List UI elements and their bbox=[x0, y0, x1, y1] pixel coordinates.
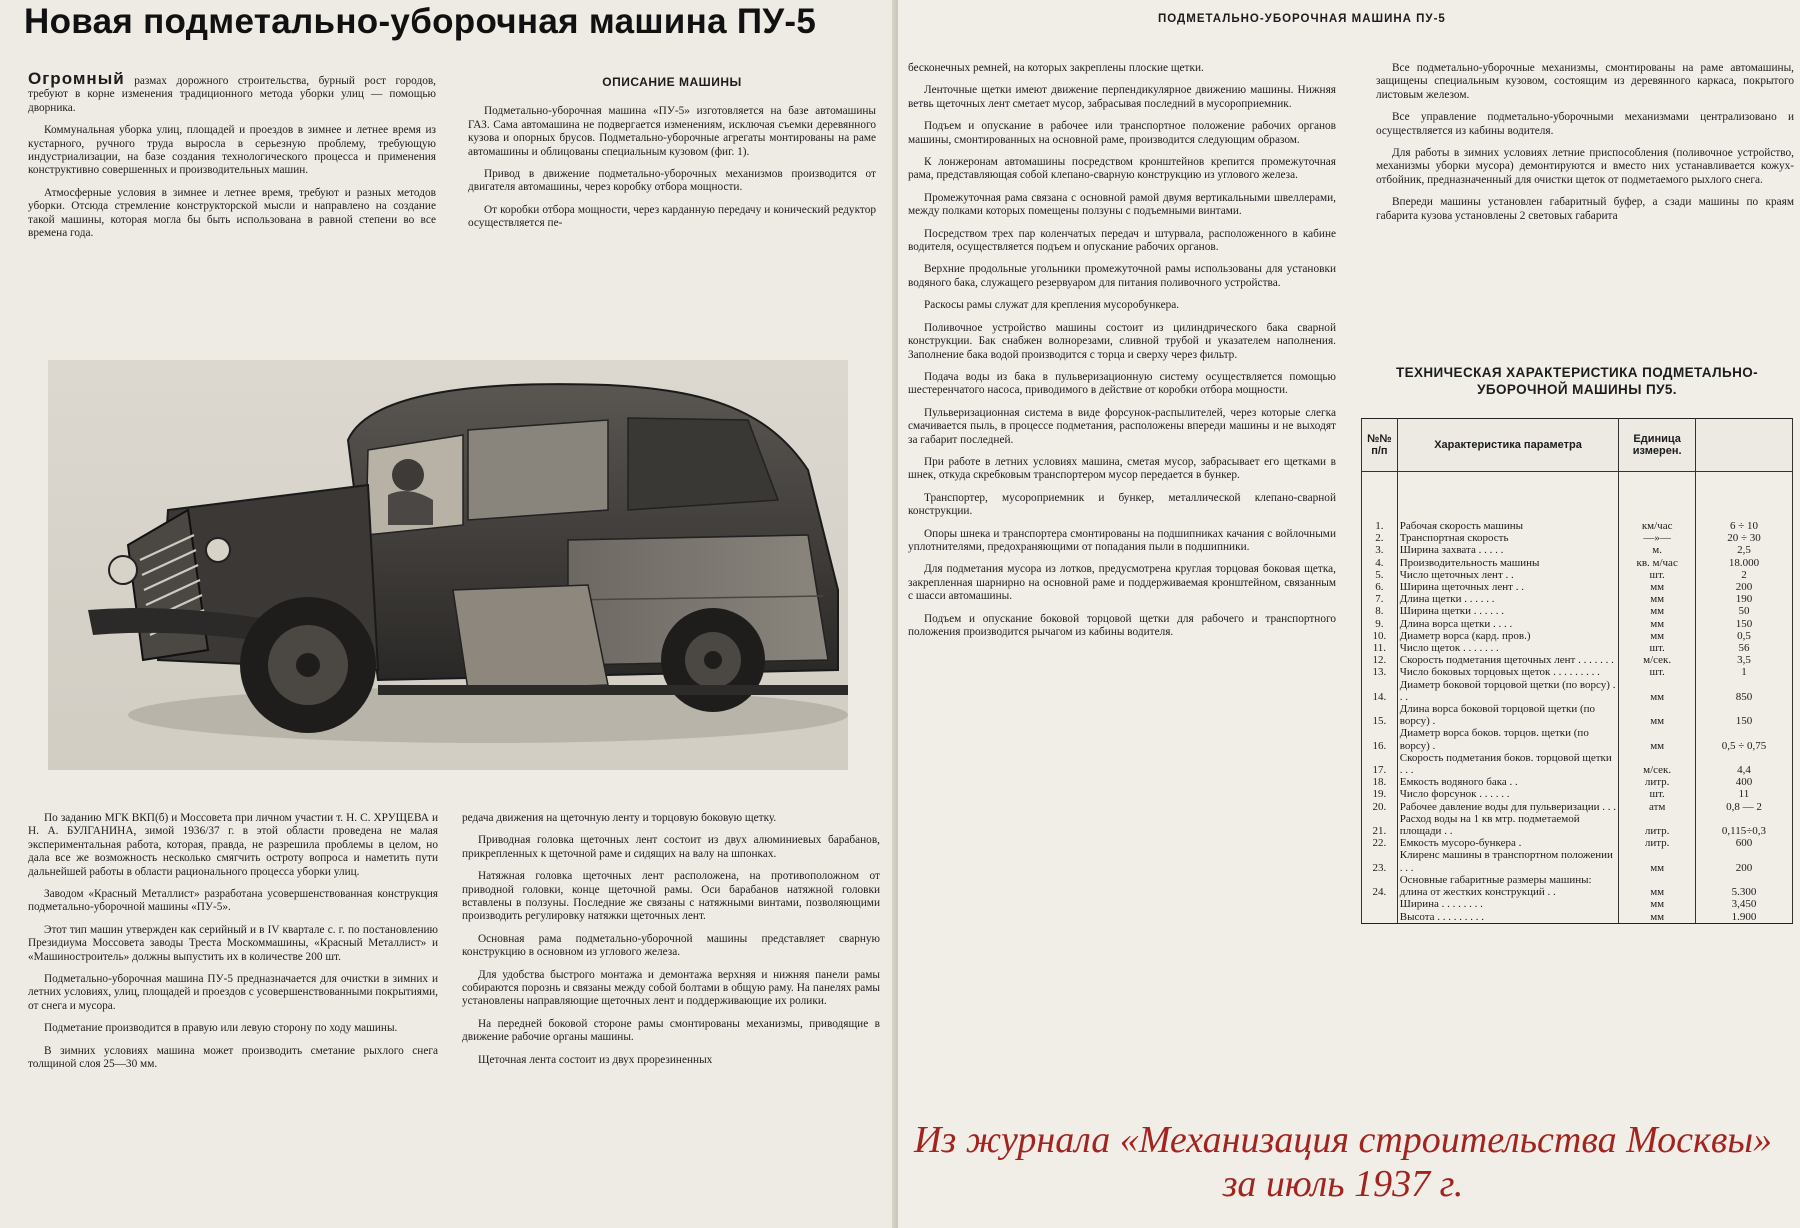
tech-table-row bbox=[1362, 593, 1793, 605]
cell-param: Скорость подметания щеточных лент . . . . . . . bbox=[1397, 654, 1619, 666]
cell-value: 20 ÷ 30 bbox=[1695, 532, 1792, 544]
cell-value: 18.000 bbox=[1695, 557, 1792, 569]
machine-photo bbox=[48, 360, 848, 770]
cell-unit: мм bbox=[1619, 849, 1696, 873]
cell-param: Клиренс машины в транспортном положении . . . bbox=[1397, 849, 1619, 873]
cell-num: 8. bbox=[1362, 605, 1398, 617]
cell-num: 14. bbox=[1362, 679, 1398, 703]
cell-unit: м. bbox=[1619, 544, 1696, 556]
cell-value: 150 bbox=[1695, 703, 1792, 727]
header-unit: Единица измерен. bbox=[1619, 419, 1696, 472]
tech-specs-table bbox=[1361, 418, 1793, 924]
intro-paragraph-2: Коммунальная уборка улиц, площадей и проездов в зимнее и летнее время из кустарного, ручного труда выросла в серьезную проблему, требующую индустриализации, на базе создания технологического процесса и применения конструктивно совершенных и производительных машин. bbox=[28, 124, 436, 177]
section-heading-description: ОПИСАНИЕ МАШИНЫ bbox=[602, 76, 742, 89]
column1-paragraph-6: В зимних условиях машина может производить сметание рыхлого снега толщиной слоя 25—30 мм. bbox=[28, 1044, 438, 1071]
cell-param: Длина щетки . . . . . . bbox=[1397, 593, 1619, 605]
cell-value: 56 bbox=[1695, 642, 1792, 654]
tech-table-row bbox=[1362, 752, 1793, 776]
cell-num: 22. bbox=[1362, 837, 1398, 849]
column3-paragraph-5: Промежуточная рама связана с основной рамой двумя вертикальными швеллерами, между полками которых помещены ползуны с подъемными винтами. bbox=[908, 191, 1336, 218]
cell-num: 9. bbox=[1362, 618, 1398, 630]
tech-table-row bbox=[1362, 472, 1793, 533]
tech-table-row bbox=[1362, 666, 1793, 678]
right-column-1 bbox=[908, 62, 1336, 648]
cell-param: Длина ворса боковой торцовой щетки (по ворсу) . bbox=[1397, 703, 1619, 727]
tech-table-row bbox=[1362, 849, 1793, 873]
cell-param: Емкость водяного бака . . bbox=[1397, 776, 1619, 788]
cell-unit: мм bbox=[1619, 703, 1696, 727]
cell-value: 6 ÷ 10 bbox=[1695, 472, 1792, 533]
tech-table-row bbox=[1362, 630, 1793, 642]
column1-paragraph-2: Заводом «Красный Металлист» разработана усовершенствованная конструкция подметально-уборочной машины «ПУ-5». bbox=[28, 888, 438, 914]
description-column bbox=[468, 76, 876, 240]
cell-num: 19. bbox=[1362, 788, 1398, 800]
cell-value: 5.300 bbox=[1695, 874, 1792, 898]
column3-paragraph-9: Поливочное устройство машины состоит из цилиндрического бака сварной конструкции. Бак снабжен волнорезами, сливной трубой и указателем наполнения. Заполнение бака водой производится с торца и сверху через фильтр. bbox=[908, 321, 1336, 361]
tech-table-row bbox=[1362, 569, 1793, 581]
cell-param: Ширина . . . . . . . . bbox=[1397, 898, 1619, 910]
tech-table-row bbox=[1362, 532, 1793, 544]
column2-paragraph-3: Натяжная головка щеточных лент расположена, на противоположном от приводной головки, конце щеточной рамы. Оси барабанов натяжной головки вставлены в ползуны. Последние же связаны с натяжными винтами, позволяющими производить регулировку натяжки щеточных лент. bbox=[462, 870, 880, 923]
cell-unit: шт. bbox=[1619, 642, 1696, 654]
tech-table-row bbox=[1362, 618, 1793, 630]
cell-unit: кв. м/час bbox=[1619, 557, 1696, 569]
bottom-column-1 bbox=[28, 812, 438, 1081]
cell-unit: литр. bbox=[1619, 776, 1696, 788]
tech-table-row bbox=[1362, 544, 1793, 556]
cell-num: 21. bbox=[1362, 813, 1398, 837]
cell-value: 200 bbox=[1695, 581, 1792, 593]
cell-param: Ширина щеточных лент . . bbox=[1397, 581, 1619, 593]
cell-param: Диаметр ворса боков. торцов. щетки (по ворсу) . bbox=[1397, 727, 1619, 751]
tech-table-body bbox=[1362, 472, 1793, 924]
cell-value: 3,450 bbox=[1695, 898, 1792, 910]
column3-paragraph-7: Верхние продольные угольники промежуточной рамы использованы для установки водяного бака, служащего резервуаром для питания поливочного устройства. bbox=[908, 263, 1336, 289]
tech-table-row bbox=[1362, 874, 1793, 898]
column2-paragraph-1: редача движения на щеточную ленту и торцовую боковую щетку. bbox=[462, 812, 777, 824]
cell-value: 0,5 bbox=[1695, 630, 1792, 642]
cell-value: 200 bbox=[1695, 849, 1792, 873]
running-head: ПОДМЕТАЛЬНО-УБОРОЧНАЯ МАШИНА ПУ-5 bbox=[1158, 13, 1446, 25]
cell-unit: —»— bbox=[1619, 532, 1696, 544]
column3-paragraph-2: Ленточные щетки имеют движение перпендикулярное движению машины. Нижняя ветвь щеточных лент сметает мусор, забрасывая последний в мусороприемник. bbox=[908, 84, 1336, 110]
cell-unit: шт. bbox=[1619, 788, 1696, 800]
tech-table-row bbox=[1362, 654, 1793, 666]
column1-paragraph-1: По заданию МГК ВКП(б) и Моссовета при личном участии т. Н. С. ХРУЩЕВА и Н. А. БУЛГАНИНА, зимой 1936/37 г. в этой области проведена не малая экспериментальная работа, которая, правда, не разрешила проблемы в целом, но дала все же возможность несколько смягчить остроту вопроса и наметить пути дальнейшей работы в области рационального процесса уборки улиц. bbox=[28, 812, 438, 878]
cell-num: 6. bbox=[1362, 581, 1398, 593]
cell-value: 0,115÷0,3 bbox=[1695, 813, 1792, 837]
cell-unit: мм bbox=[1619, 911, 1696, 924]
cell-num: 23. bbox=[1362, 849, 1398, 873]
cell-param: Число щеточных лент . . bbox=[1397, 569, 1619, 581]
cell-num: 1. bbox=[1362, 472, 1398, 533]
cell-value: 1 bbox=[1695, 666, 1792, 678]
cell-num: 17. bbox=[1362, 752, 1398, 776]
tech-table-row bbox=[1362, 557, 1793, 569]
cell-unit: мм bbox=[1619, 679, 1696, 703]
column1-paragraph-4: Подметально-уборочная машина ПУ-5 предназначается для очистки в зимних и летних условиях, улиц, площадей и проездов с усовершенствованными покрытиями, от снега и мусора. bbox=[28, 973, 438, 1012]
cell-param: Основные габаритные размеры машины: длина от жестких конструкций . . bbox=[1397, 874, 1619, 898]
cell-unit: шт. bbox=[1619, 569, 1696, 581]
column4-paragraph-2: Все управление подметально-уборочными механизмами централизовано и осуществляется из кабины водителя. bbox=[1376, 111, 1794, 137]
column3-paragraph-6: Посредством трех пар коленчатых передач и штурвала, расположенного в кабине водителя, осуществляется подъем и опускание рабочих органов. bbox=[908, 227, 1336, 254]
cell-num: 11. bbox=[1362, 642, 1398, 654]
column4-paragraph-1: Все подметально-уборочные механизмы, смонтированы на раме автомашины, защищены специальным кузовом, состоящим из деревянного каркаса, покрытого листовым железом. bbox=[1376, 62, 1794, 101]
column1-paragraph-5: Подметание производится в правую или левую сторону по ходу машины. bbox=[44, 1022, 398, 1035]
intro-paragraph-1: Огромный размах дорожного строительства, бурный рост городов, требуют в корне изменения традиционного метода уборки улиц — помощью дворника. bbox=[28, 72, 436, 115]
tech-table-row bbox=[1362, 642, 1793, 654]
cell-num: 24. bbox=[1362, 874, 1398, 898]
cell-unit: атм bbox=[1619, 801, 1696, 813]
header-value bbox=[1695, 419, 1792, 472]
cell-unit: мм bbox=[1619, 630, 1696, 642]
cell-unit: мм bbox=[1619, 727, 1696, 751]
tech-table-row bbox=[1362, 801, 1793, 813]
cell-unit: м/сек. bbox=[1619, 752, 1696, 776]
column3-paragraph-10: Подача воды из бака в пульверизационную систему осуществляется помощью шестеренчатого насоса, приводимого в действие от коробки отбора мощности. bbox=[908, 370, 1336, 397]
column3-paragraph-11: Пульверизационная система в виде форсунок-распылителей, через которые слегка смачивается пыль, в процессе подметания, расположены впереди машины и не выходят за габарит последней. bbox=[908, 406, 1336, 446]
cell-num: 16. bbox=[1362, 727, 1398, 751]
right-column-2 bbox=[1376, 62, 1794, 232]
bottom-column-2 bbox=[462, 812, 880, 1076]
cell-param: Число щеток . . . . . . . bbox=[1397, 642, 1619, 654]
column2-paragraph-2: Приводная головка щеточных лент состоит из двух алюминиевых барабанов, прикрепленных к щеточной раме и сидящих на валу на шпонках. bbox=[462, 834, 880, 860]
cell-unit: мм bbox=[1619, 618, 1696, 630]
tech-table-row bbox=[1362, 581, 1793, 593]
header-number: №№ п/п bbox=[1362, 419, 1398, 472]
cell-param: Рабочая скорость машины bbox=[1397, 472, 1619, 533]
column2-paragraph-5: Для удобства быстрого монтажа и демонтажа верхняя и нижняя панели рамы собираются порознь и связаны между собой болтами в общую раму. На панелях рамы установлены направляющие щеточных лент и поддерживающие их ролики. bbox=[462, 968, 880, 1008]
cell-num: 13. bbox=[1362, 666, 1398, 678]
cell-param: Ширина щетки . . . . . . bbox=[1397, 605, 1619, 617]
column3-paragraph-8: Раскосы рамы служат для крепления мусоробункера. bbox=[924, 299, 1180, 312]
column3-paragraph-12: При работе в летних условиях машина, сметая мусор, забрасывает его щетками в шнек, откуда скребковым транспортером мусор передается в бункер. bbox=[908, 455, 1336, 482]
cell-param: Диаметр ворса (кард. пров.) bbox=[1397, 630, 1619, 642]
cell-value: 0,5 ÷ 0,75 bbox=[1695, 727, 1792, 751]
cell-num: 18. bbox=[1362, 776, 1398, 788]
cell-value: 400 bbox=[1695, 776, 1792, 788]
column3-paragraph-4: К лонжеронам автомашины посредством кронштейнов крепится промежуточная рама, представляющая собой клепано-сварную конструкцию из углового железа. bbox=[908, 156, 1336, 182]
column2-paragraph-6: На передней боковой стороне рамы смонтированы механизмы, приводящие в движение рабочие органы машины. bbox=[462, 1017, 880, 1044]
cell-param: Диаметр боковой торцовой щетки (по ворсу) . . . bbox=[1397, 679, 1619, 703]
cell-param: Длина ворса щетки . . . . bbox=[1397, 618, 1619, 630]
cell-num: 12. bbox=[1362, 654, 1398, 666]
tech-table-row bbox=[1362, 605, 1793, 617]
cell-unit: км/час bbox=[1619, 472, 1696, 533]
description-paragraph-3: От коробки отбора мощности, через карданную передачу и конический редуктор осуществляется пе- bbox=[468, 203, 876, 230]
cell-param: Высота . . . . . . . . . bbox=[1397, 911, 1619, 924]
column3-paragraph-15: Для подметания мусора из лотков, предусмотрена круглая торцовая боковая щетка, закрепленная шарнирно на основной раме и поддерживаемая кронштейном, связанным с шасси автомашины. bbox=[908, 563, 1336, 603]
article-title: Новая подметально-уборочная машина ПУ-5 bbox=[24, 2, 817, 41]
cell-unit: мм bbox=[1619, 898, 1696, 910]
intro-paragraph-3: Атмосферные условия в зимнее и летнее время, требуют и разных методов уборки. Отсюда стремление конструкторской мысли и направлено на создание такой машины, которая могла бы быть использована в равной степени во все времена года. bbox=[28, 186, 436, 240]
cell-param: Транспортная скорость bbox=[1397, 532, 1619, 544]
tech-table-header-row bbox=[1362, 419, 1793, 472]
pu5-truck-illustration bbox=[48, 360, 848, 770]
tech-table-row bbox=[1362, 813, 1793, 837]
cell-value: 850 bbox=[1695, 679, 1792, 703]
cell-param: Число боковых торцовых щеток . . . . . . . . . bbox=[1397, 666, 1619, 678]
column1-paragraph-3: Этот тип машин утвержден как серийный и в IV квартале с. г. по постановлению Президиума Моссовета заводы Треста Москоммашины, «Красный Металлист» и «Машиностроитель» должны выпустить их в количестве 200 шт. bbox=[28, 923, 438, 963]
cell-unit: литр. bbox=[1619, 813, 1696, 837]
cell-unit: мм bbox=[1619, 874, 1696, 898]
column3-paragraph-13: Транспортер, мусороприемник и бункер, металлической клепано-сварной конструкции. bbox=[908, 491, 1336, 518]
cell-value: 2,5 bbox=[1695, 544, 1792, 556]
dropcap-word: Огромный bbox=[28, 72, 125, 88]
cell-param: Рабочее давление воды для пульверизации . . . bbox=[1397, 801, 1619, 813]
cell-unit: шт. bbox=[1619, 666, 1696, 678]
header-parameter: Характеристика параметра bbox=[1397, 419, 1619, 472]
left-page bbox=[0, 0, 898, 1228]
cell-value: 50 bbox=[1695, 605, 1792, 617]
column2-paragraph-4: Основная рама подметально-уборочной машины представляет сварную конструкцию в основном из углового железа. bbox=[462, 932, 880, 959]
column4-paragraph-3: Для работы в зимних условиях летние приспособления (поливочное устройство, механизмы уборки мусора) демонтируются и вместо них устанавливается кожух-отбойник, предназначенный для очистки щеток от подметаемого рыхлого снега. bbox=[1376, 147, 1794, 186]
cell-value: 4,4 bbox=[1695, 752, 1792, 776]
cell-unit: мм bbox=[1619, 605, 1696, 617]
cell-unit: мм bbox=[1619, 581, 1696, 593]
cell-num: 20. bbox=[1362, 801, 1398, 813]
cell-value: 11 bbox=[1695, 788, 1792, 800]
cell-param: Расход воды на 1 кв мтр. подметаемой площади . . bbox=[1397, 813, 1619, 837]
cell-unit: м/сек. bbox=[1619, 654, 1696, 666]
cell-value: 2 bbox=[1695, 569, 1792, 581]
cell-value: 150 bbox=[1695, 618, 1792, 630]
cell-value: 600 bbox=[1695, 837, 1792, 849]
column3-paragraph-3: Подъем и опускание в рабочее или транспортное положение рабочих органов машины, смонтированных на основной раме, производится следующим образом. bbox=[908, 120, 1336, 146]
caption-line-1: Из журнала «Механизация строительства Москвы» bbox=[913, 1119, 1773, 1161]
cell-value: 0,8 — 2 bbox=[1695, 801, 1792, 813]
tech-table-row bbox=[1362, 911, 1793, 924]
cell-num: 7. bbox=[1362, 593, 1398, 605]
tech-table-row bbox=[1362, 703, 1793, 727]
cell-num: 10. bbox=[1362, 630, 1398, 642]
cell-num: 4. bbox=[1362, 557, 1398, 569]
cell-value: 190 bbox=[1695, 593, 1792, 605]
source-caption bbox=[886, 1118, 1800, 1206]
tech-table-row bbox=[1362, 837, 1793, 849]
column3-paragraph-14: Опоры шнека и транспортера смонтированы на подшипниках качания с войлочными уплотнителями, предохраняющими от попадания пыли в подшипники. bbox=[908, 527, 1336, 553]
caption-line-2: за июль 1937 г. bbox=[1222, 1163, 1464, 1205]
column2-paragraph-7: Щеточная лента состоит из двух прорезиненных bbox=[478, 1053, 713, 1066]
cell-num bbox=[1362, 911, 1398, 924]
column4-paragraph-4: Впереди машины установлен габаритный буфер, а сзади машины по краям габарита кузова установлены 2 световых габарита bbox=[1376, 196, 1794, 222]
description-paragraph-2: Привод в движение подметально-уборочных механизмов производится от двигателя автомашины, через коробку отбора мощности. bbox=[468, 168, 876, 194]
tech-table-row bbox=[1362, 776, 1793, 788]
tech-table-row bbox=[1362, 898, 1793, 910]
description-paragraph-1: Подметально-уборочная машина «ПУ-5» изготовляется на базе автомашины ГАЗ. Сама автомашина не подвергается изменениям, исключая съемки деревянного кузова и опорных брусов. Подметально-уборочные агрегаты монтированы на раме автомашины и облицованы специальным кузовом (фиг. 1). bbox=[468, 105, 876, 158]
tech-table-title: ТЕХНИЧЕСКАЯ ХАРАКТЕРИСТИКА ПОДМЕТАЛЬНО-УБОРОЧНОЙ МАШИНЫ ПУ5. bbox=[1395, 365, 1759, 397]
column3-paragraph-16: Подъем и опускание боковой торцовой щетки для рабочего и транспортного положения производится рычагом из кабины водителя. bbox=[908, 612, 1336, 638]
tech-table-row bbox=[1362, 727, 1793, 751]
intro-column bbox=[28, 72, 436, 249]
cell-num: 5. bbox=[1362, 569, 1398, 581]
cell-param: Производительность машины bbox=[1397, 557, 1619, 569]
cell-param: Емкость мусоро-бункера . bbox=[1397, 837, 1619, 849]
cell-param: Число форсунок . . . . . . bbox=[1397, 788, 1619, 800]
tech-table-row bbox=[1362, 788, 1793, 800]
cell-num: 2. bbox=[1362, 532, 1398, 544]
cell-unit: литр. bbox=[1619, 837, 1696, 849]
cell-unit: мм bbox=[1619, 593, 1696, 605]
tech-table-row bbox=[1362, 679, 1793, 703]
cell-value: 3,5 bbox=[1695, 654, 1792, 666]
cell-value: 1.900 bbox=[1695, 911, 1792, 924]
cell-param: Скорость подметания боков. торцовой щетки . . . bbox=[1397, 752, 1619, 776]
column3-paragraph-1: бесконечных ремней, на которых закреплены плоские щетки. bbox=[908, 62, 1204, 74]
cell-param: Ширина захвата . . . . . bbox=[1397, 544, 1619, 556]
cell-num bbox=[1362, 898, 1398, 910]
cell-num: 3. bbox=[1362, 544, 1398, 556]
cell-num: 15. bbox=[1362, 703, 1398, 727]
